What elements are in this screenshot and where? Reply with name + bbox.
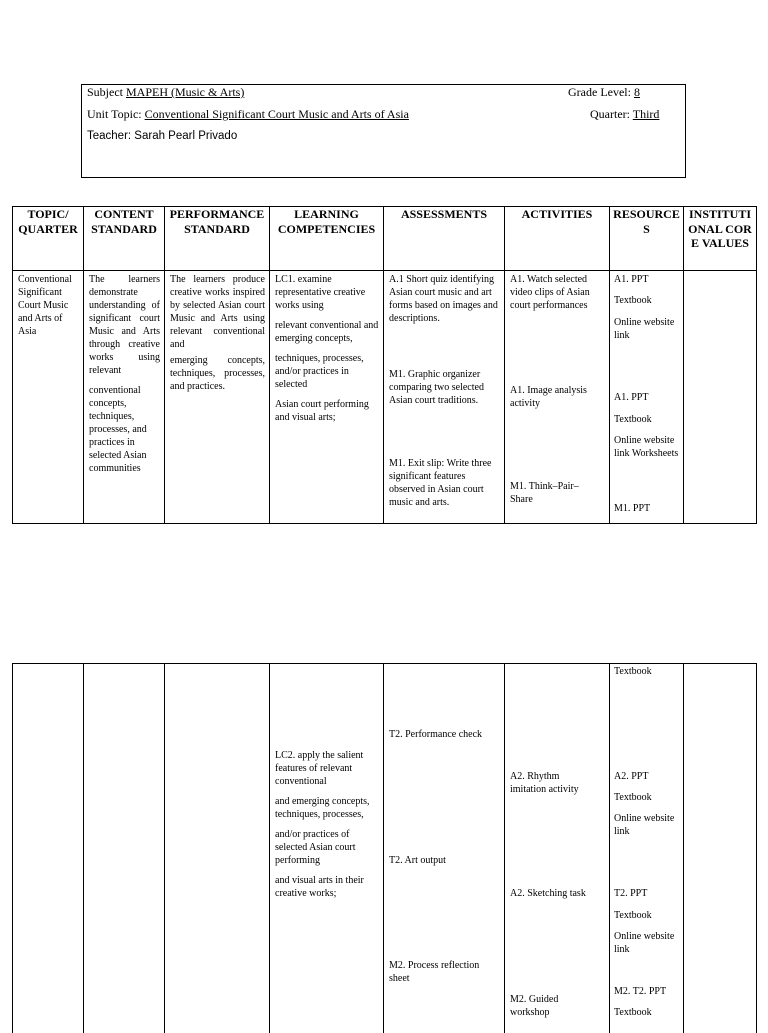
resource-textbook: Textbook [614, 295, 652, 306]
subject-value: MAPEH (Music & Arts) [126, 85, 245, 99]
resource-textbook: Textbook [614, 666, 652, 677]
resource-textbook: Textbook [614, 1007, 652, 1018]
assessment-t2-performance: T2. Performance check [389, 729, 483, 740]
lesson-header [81, 84, 686, 178]
resource-textbook: Textbook [614, 414, 652, 425]
resource-online-link: Online website link [614, 317, 675, 341]
cell-competencies-lc2: LC2. apply the salient features of relevant conventional and emerging concepts, techniques, processes, and/or practices of selected Asian court performing and visual arts in their creative works; [275, 750, 370, 899]
resource-ppt: A1. PPT [614, 274, 649, 285]
resource-ppt: M1. PPT [614, 503, 651, 514]
activity-m2-workshop: M2. Guided workshop [510, 994, 559, 1018]
resource-ppt: A2. PPT [614, 771, 649, 782]
resource-textbook: Textbook [614, 792, 652, 803]
assessment-t2-art-output: T2. Art output [389, 855, 446, 866]
activity-m1-think-pair-share: M1. Think–Pair–Share [510, 481, 579, 505]
cell-performance-standard: The learners produce creative works inspired by selected Asian court Music and Arts using relevant conventional and emerging concepts, techniques, processes, and practices. [170, 274, 265, 392]
header-performance-standard: PERFORMANCE STANDARD [169, 207, 265, 236]
curriculum-table-page2 [12, 663, 757, 1033]
resource-online-link-worksheets: Online website link Worksheets [614, 435, 679, 459]
activity-a1-video: A1. Watch selected video clips of Asian court performances [510, 274, 590, 311]
header-learning-competencies: LEARNING COMPETENCIES [277, 207, 376, 236]
resource-online-link: Online website link [614, 813, 675, 837]
unit-label: Unit Topic: [87, 107, 145, 121]
grade-value: 8 [633, 85, 640, 99]
subject-label: Subject [87, 85, 126, 99]
resource-online-link: Online website link [614, 931, 675, 955]
quarter-line [590, 107, 659, 122]
header-activities: ACTIVITIES [521, 207, 593, 221]
header-resources: RESOURCE S [613, 207, 680, 236]
assessment-a1: A.1 Short quiz identifying Asian court music and art forms based on images and descriptions. [389, 274, 498, 324]
cell-competencies-lc1: LC1. examine representative creative works using relevant conventional and emerging concepts, techniques, processes, and/or practices in selected Asian court performing and visual arts; [275, 274, 379, 423]
activity-a2-sketching: A2. Sketching task [510, 888, 586, 899]
cell-topic: Conventional Significant Court Music and Arts of Asia [18, 274, 72, 337]
assessment-m1-organizer: M1. Graphic organizer comparing two selected Asian court traditions. [389, 369, 484, 406]
header-core-values: INSTITUTI ONAL CORE VALUES [688, 207, 752, 250]
subject-line [87, 85, 244, 100]
teacher-line: Teacher: Sarah Pearl Privado [87, 130, 238, 142]
header-assessments: ASSESSMENTS [400, 207, 488, 221]
activity-a2-rhythm: A2. Rhythm imitation activity [510, 771, 579, 795]
grade-label: Grade Level: [568, 85, 634, 99]
header-content-standard: CONTENT STANDARD [91, 207, 157, 236]
cell-content-standard: The learners demonstrate understanding of significant court Music and Arts through creative works using relevant conventional concepts, techniques, processes, and practices in selected Asian communities [89, 274, 160, 474]
unit-line [87, 107, 409, 122]
activity-a1-image: A1. Image analysis activity [510, 385, 587, 409]
curriculum-table-page1 [12, 206, 757, 524]
header-topic: TOPIC/ QUARTER [18, 207, 78, 236]
resource-textbook: Textbook [614, 910, 652, 921]
quarter-label: Quarter: [590, 107, 633, 121]
assessment-m2-reflection: M2. Process reflection sheet [389, 960, 480, 984]
unit-value: Conventional Significant Court Music and Arts of Asia [144, 107, 409, 121]
quarter-value: Third [632, 107, 660, 121]
grade-line [568, 85, 640, 100]
assessment-m1-exit-slip: M1. Exit slip: Write three significant features observed in Asian court music and arts. [389, 458, 492, 508]
resource-ppt: M2. T2. PPT [614, 986, 667, 997]
resource-ppt: T2. PPT [614, 888, 648, 899]
resource-ppt: A1. PPT [614, 392, 649, 403]
